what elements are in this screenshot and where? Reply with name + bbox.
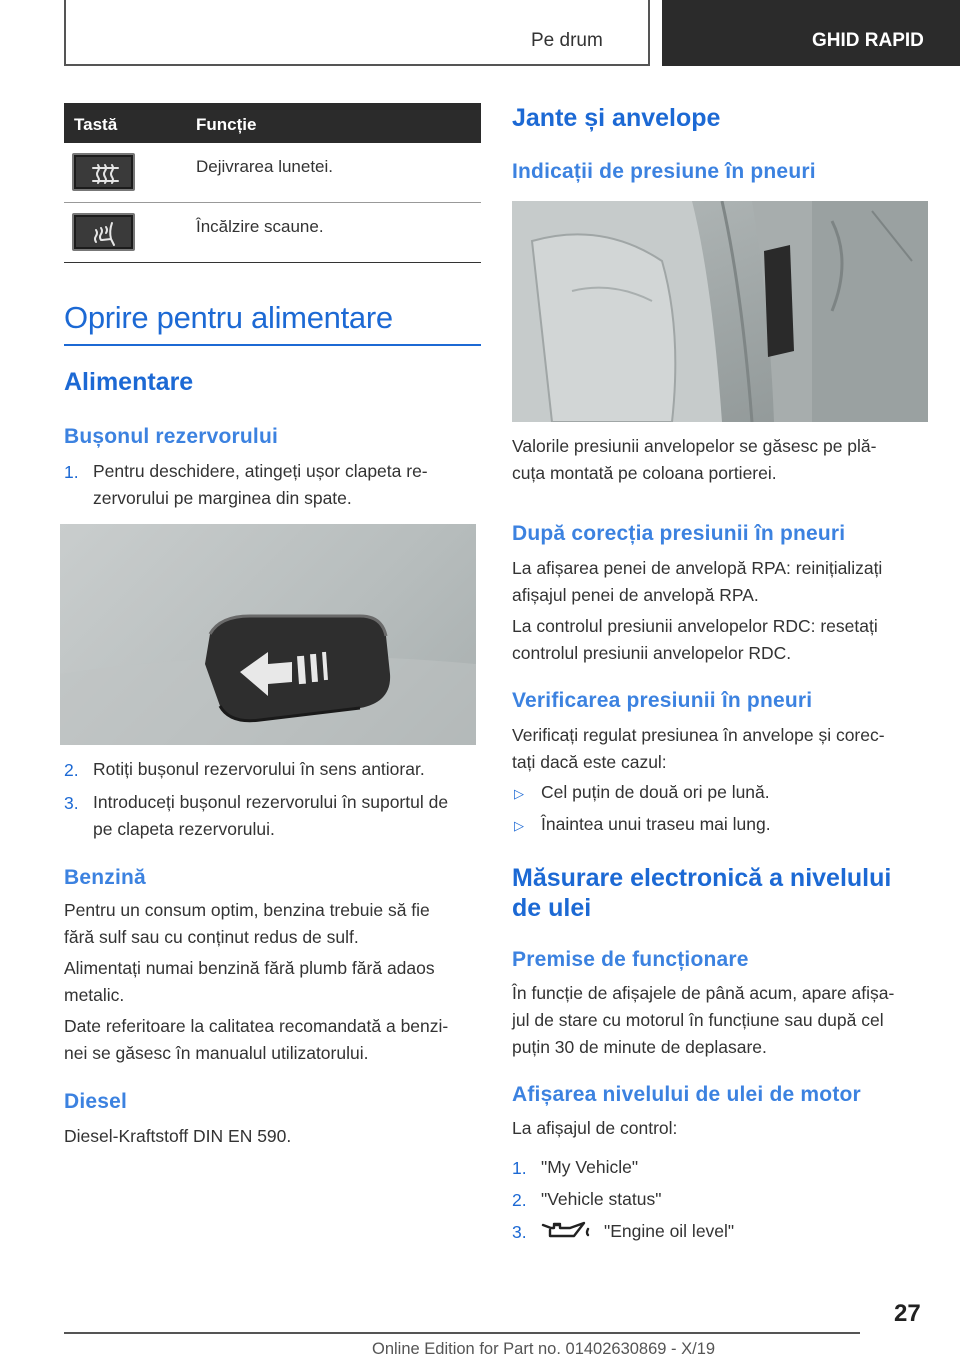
footer-edition: Online Edition for Part no. 01402630869 - X/19 [372,1340,716,1358]
heading-tyre-pressure-info: Indicații de presiune în pneuri [512,160,816,183]
petrol-paragraph: Pentru un consum optim, benzina trebuie să fie fără sulf sau cu conținut redus de sulf. [64,900,430,947]
step-text: Pentru deschidere, atingeți ușor clapeta re- zervorului pe marginea din spate. [93,461,428,508]
heading-check-pressure: Verificarea presiunii în pneuri [512,689,813,712]
fuel-flap-illustration [60,524,476,745]
petrol-paragraph: Date referitoare la calitatea recomandată a benzi- nei se găsesc în manualul utilizatorului. [64,1016,449,1063]
header-section-label: Pe drum [531,30,603,51]
heading-after-correction: După corecția presiunii în pneuri [512,522,846,545]
step-text: Introduceți bușonul rezervorului în suportul de pe clapeta rezervorului. [93,792,449,839]
bullet-text: Cel puțin de două ori pe lună. [541,782,770,802]
seat-heating-icon [72,213,135,251]
heading-oil-level-display: Afișarea nivelului de ulei de motor [512,1083,861,1106]
step-text: "Engine oil level" [604,1221,735,1241]
display-paragraph: La afișajul de control: [512,1118,678,1138]
rear-defrost-icon [72,153,135,191]
oil-can-icon [540,1219,594,1246]
after-paragraph: La controlul presiunii anvelopelor RDC: resetați controlul presiunii anvelopelor RDC. [512,616,878,663]
heading-diesel: Diesel [64,1090,128,1113]
door-pillar-illustration [512,201,928,422]
check-paragraph: Verificați regulat presiunea în anvelope și corec- tați dacă este cazul: [512,725,885,772]
petrol-paragraph: Alimentați numai benzină fără plumb fără adaos metalic. [64,958,435,1005]
bullet-triangle-icon: ▷ [514,818,524,833]
page-number: 27 [894,1300,921,1327]
table-col-key: Tastă [74,115,118,134]
heading-fuel-cap: Bușonul rezervorului [64,425,279,448]
step-text: "My Vehicle" [541,1157,639,1177]
heading-refueling: Alimentare [64,368,194,396]
heading-rule [64,344,481,346]
pressure-paragraph: Valorile presiunii anvelopelor se găsesc pe plă- cuța montată pe coloana portierei. [512,436,877,483]
table-cell-function: Dejivrarea lunetei. [196,157,334,176]
heading-oil-measurement: Măsurare electronică a nivelului de ulei [512,864,892,922]
heading-refuel-stop: Oprire pentru alimentare [64,300,393,335]
premise-paragraph: În funcție de afișajele de până acum, apare afișa- jul de stare cu motorul în funcțiune sau după cel puțin 30 de minute de deplasare. [512,983,895,1057]
after-paragraph: La afișarea penei de anvelopă RPA: reinițializați afișajul penei de anvelopă RPA. [512,558,883,605]
bullet-text: Înaintea unui traseu mai lung. [541,814,771,834]
heading-wheels-tyres: Jante și anvelope [512,104,721,132]
bullet-triangle-icon: ▷ [514,786,524,801]
table-col-function: Funcție [196,115,257,134]
table-cell-function: Încălzire scaune. [196,217,324,236]
step-number: 1. [512,1158,527,1178]
step-number: 1. [64,462,79,482]
diesel-paragraph: Diesel-Kraftstoff DIN EN 590. [64,1126,292,1146]
heading-prerequisites: Premise de funcționare [512,948,749,971]
step-number: 3. [64,793,79,813]
table-header [64,103,481,143]
step-number: 2. [512,1190,527,1210]
step-number: 3. [512,1222,527,1242]
table-row [64,143,481,203]
step-text: Rotiți bușonul rezervorului în sens antiorar. [93,759,425,779]
step-text: "Vehicle status" [541,1189,662,1209]
header-tab-label: GHID RAPID [812,30,924,51]
step-number: 2. [64,760,79,780]
table-row [64,203,481,263]
key-function-table [64,103,481,263]
footer-rule [64,1332,860,1334]
heading-petrol: Benzină [64,866,146,889]
